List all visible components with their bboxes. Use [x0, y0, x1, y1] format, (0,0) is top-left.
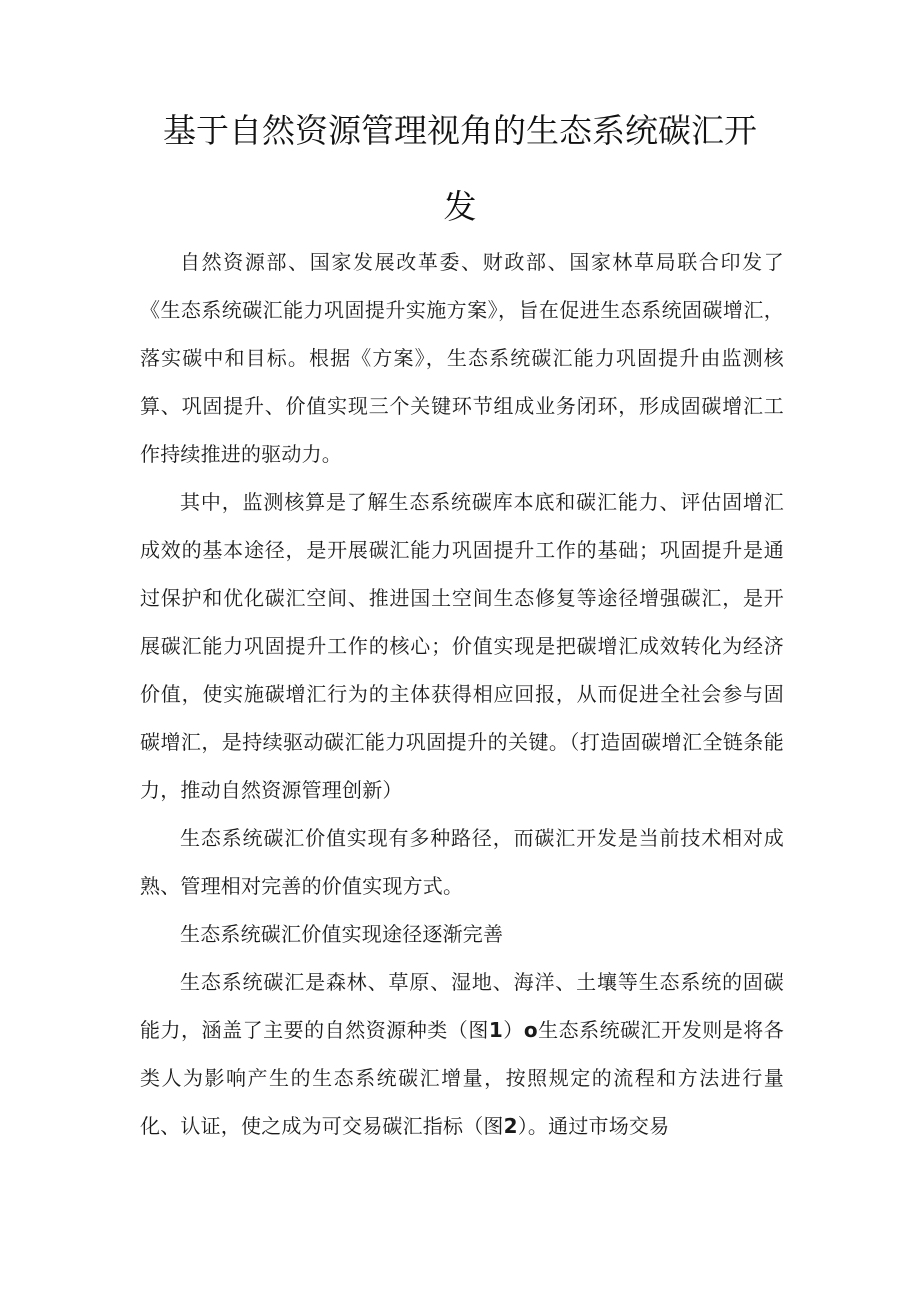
paragraph-5-text-b: ） [502, 1018, 524, 1042]
document-body [140, 238, 784, 1150]
figure-2-ref: 2 [503, 1114, 518, 1138]
paragraph-5-marker: o [523, 1018, 538, 1042]
paragraph-5-text-c: 生态系统碳汇开发则是将各类人为影响产生的生态系统碳汇增量，按照规定的流程和方法进行量化、认证，使之成为可交易碳汇指标（图 [140, 1018, 785, 1138]
paragraph-5-text-d: ）。通过市场交易 [517, 1114, 670, 1138]
paragraph-4-subheading: 生态系统碳汇价值实现途径逐渐完善 [180, 922, 504, 946]
paragraph-3: 生态系统碳汇价值实现有多种路径，而碳汇开发是当前技术相对成熟、管理相对完善的价值实现方式。 [140, 826, 784, 898]
paragraph-1: 自然资源部、国家发展改革委、财政部、国家林草局联合印发了《生态系统碳汇能力巩固提升实施方案》，旨在促进生态系统固碳增汇，落实碳中和目标。根据《方案》，生态系统碳汇能力巩固提升由监测核算、巩固提升、价值实现三个关键环节组成业务闭环，形成固碳增汇工作持续推进的驱动力。 [140, 250, 784, 466]
figure-1-ref: 1 [488, 1018, 503, 1042]
paragraph-5 [140, 958, 784, 1150]
paragraph-5-text-a: 生态系统碳汇是森林、草原、湿地、海洋、土壤等生态系统的固碳能力，涵盖了主要的自然资源种类（图 [140, 970, 784, 1042]
document-title-line1: 基于自然资源管理视角的生态系统碳汇开 [163, 111, 757, 150]
document-title-line2: 发 [443, 187, 477, 226]
paragraph-2: 其中，监测核算是了解生态系统碳库本底和碳汇能力、评估固增汇成效的基本途径，是开展碳汇能力巩固提升工作的基础；巩固提升是通过保护和优化碳汇空间、推进国土空间生态修复等途径增强碳汇，是开展碳汇能力巩固提升工作的核心；价值实现是把碳增汇成效转化为经济价值，使实施碳增汇行为的主体获得相应回报，从而促进全社会参与固碳增汇，是持续驱动碳汇能力巩固提升的关键。（打造固碳增汇全链条能力，推动自然资源管理创新） [140, 490, 784, 802]
